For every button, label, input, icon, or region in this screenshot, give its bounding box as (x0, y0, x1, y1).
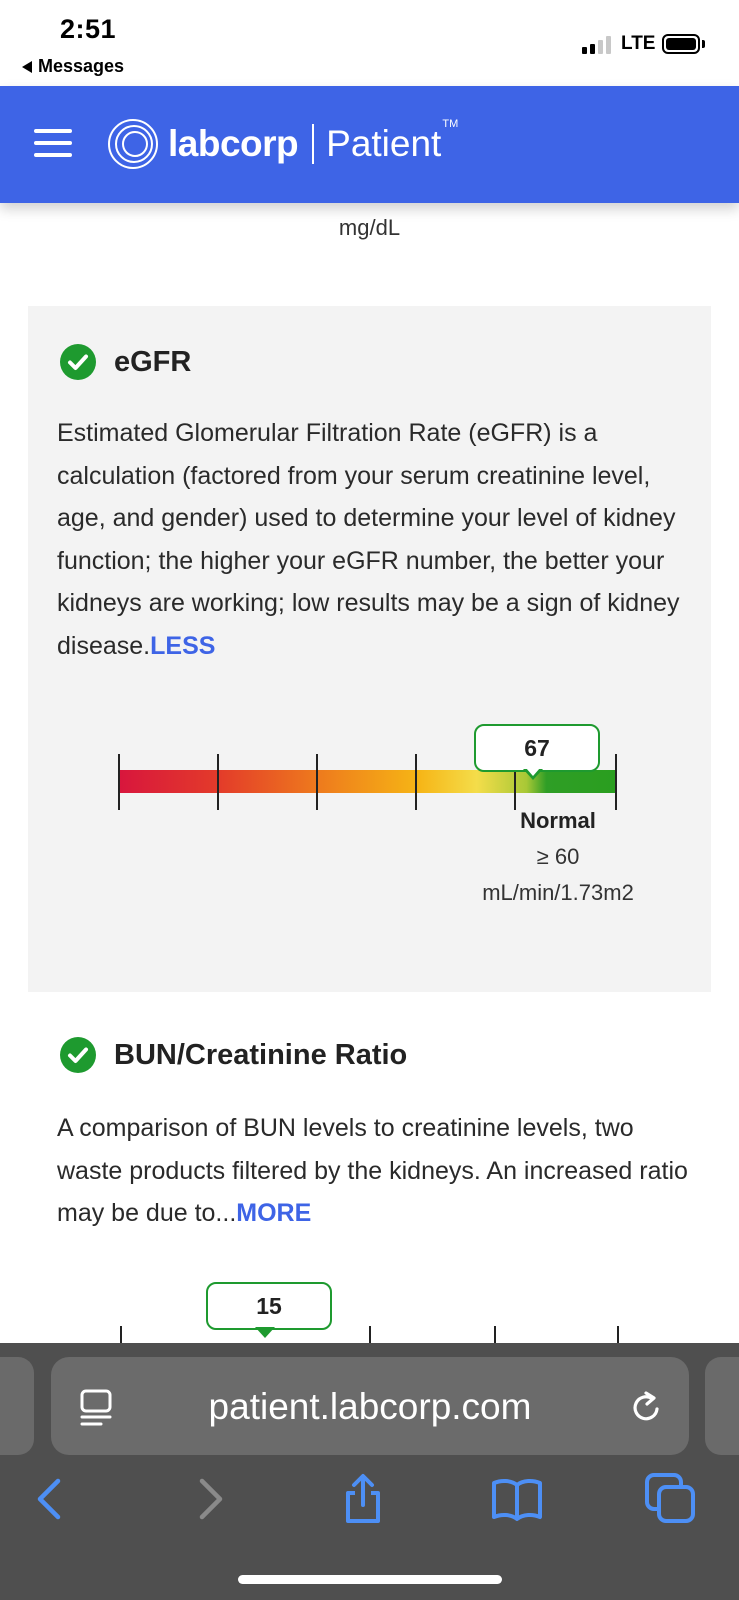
reload-icon[interactable] (627, 1387, 667, 1427)
battery-tip (702, 40, 705, 48)
app-header (0, 86, 739, 203)
clock-time: 2:51 (60, 14, 117, 44)
bookmarks-icon[interactable] (489, 1471, 545, 1527)
tabs-icon[interactable] (643, 1471, 699, 1527)
forward-icon[interactable] (182, 1471, 238, 1527)
bun-ratio-description-text: A comparison of BUN levels to creatinine levels, two waste products filtered by the kidneys. An increased ratio may be due to... (57, 1114, 688, 1227)
previous-tab-preview[interactable] (0, 1357, 34, 1455)
labcorp-logo-mark-icon (106, 117, 160, 171)
product-name: Patient (326, 123, 442, 164)
back-icon[interactable] (22, 1471, 78, 1527)
egfr-title: eGFR (114, 346, 192, 378)
egfr-less-link[interactable]: LESS (150, 631, 216, 660)
bun-ratio-title: BUN/Creatinine Ratio (114, 1039, 408, 1071)
url-text[interactable]: patient.labcorp.com (208, 1386, 532, 1427)
bun-ratio-description (57, 1107, 697, 1235)
cellular-signal-icon (582, 34, 611, 54)
egfr-value-bubble: 67 (474, 724, 600, 772)
range-value-label: ≥ 60 (536, 844, 580, 869)
back-to-messages-link[interactable] (22, 56, 124, 77)
scale-tick (316, 754, 318, 810)
home-indicator (238, 1575, 502, 1584)
scale-tick (615, 754, 617, 810)
previous-result-unit: mg/dL (338, 215, 401, 240)
check-circle-icon (60, 344, 96, 380)
brand-name: labcorp (168, 123, 299, 164)
bun-ratio-more-link[interactable]: MORE (236, 1199, 312, 1227)
bubble-pointer (255, 1327, 275, 1338)
browser-toolbar (0, 1343, 739, 1600)
status-bar (0, 0, 739, 86)
battery-icon (662, 34, 700, 54)
bubble-pointer-fill (526, 768, 540, 776)
logo-divider (312, 124, 314, 164)
address-bar[interactable] (51, 1357, 689, 1455)
next-tab-preview[interactable] (705, 1357, 739, 1455)
back-arrow-icon (22, 61, 32, 73)
menu-icon[interactable] (34, 129, 72, 157)
share-icon[interactable] (335, 1471, 391, 1527)
range-name-label: Normal (520, 808, 596, 833)
scale-tick (217, 754, 219, 810)
egfr-result-card (28, 306, 711, 992)
egfr-description-text: Estimated Glomerular Filtration Rate (eGFR) is a calculation (factored from your serum creatinine level, age, and gender) used to determine your level of kidney function; the higher your eGFR number, the better your kidneys are working; low results may be a sign of kidney disease. (57, 419, 680, 660)
scale-tick (118, 754, 120, 810)
bun-ratio-value-bubble: 15 (206, 1282, 332, 1330)
egfr-description (57, 412, 687, 667)
trademark-symbol: TM (442, 118, 459, 130)
check-circle-icon (60, 1037, 96, 1073)
range-unit-label: mL/min/1.73m2 (482, 880, 634, 905)
back-app-label: Messages (38, 56, 125, 76)
labcorp-patient-logo[interactable] (106, 116, 458, 172)
scale-tick (415, 754, 417, 810)
network-type: LTE (621, 33, 656, 54)
